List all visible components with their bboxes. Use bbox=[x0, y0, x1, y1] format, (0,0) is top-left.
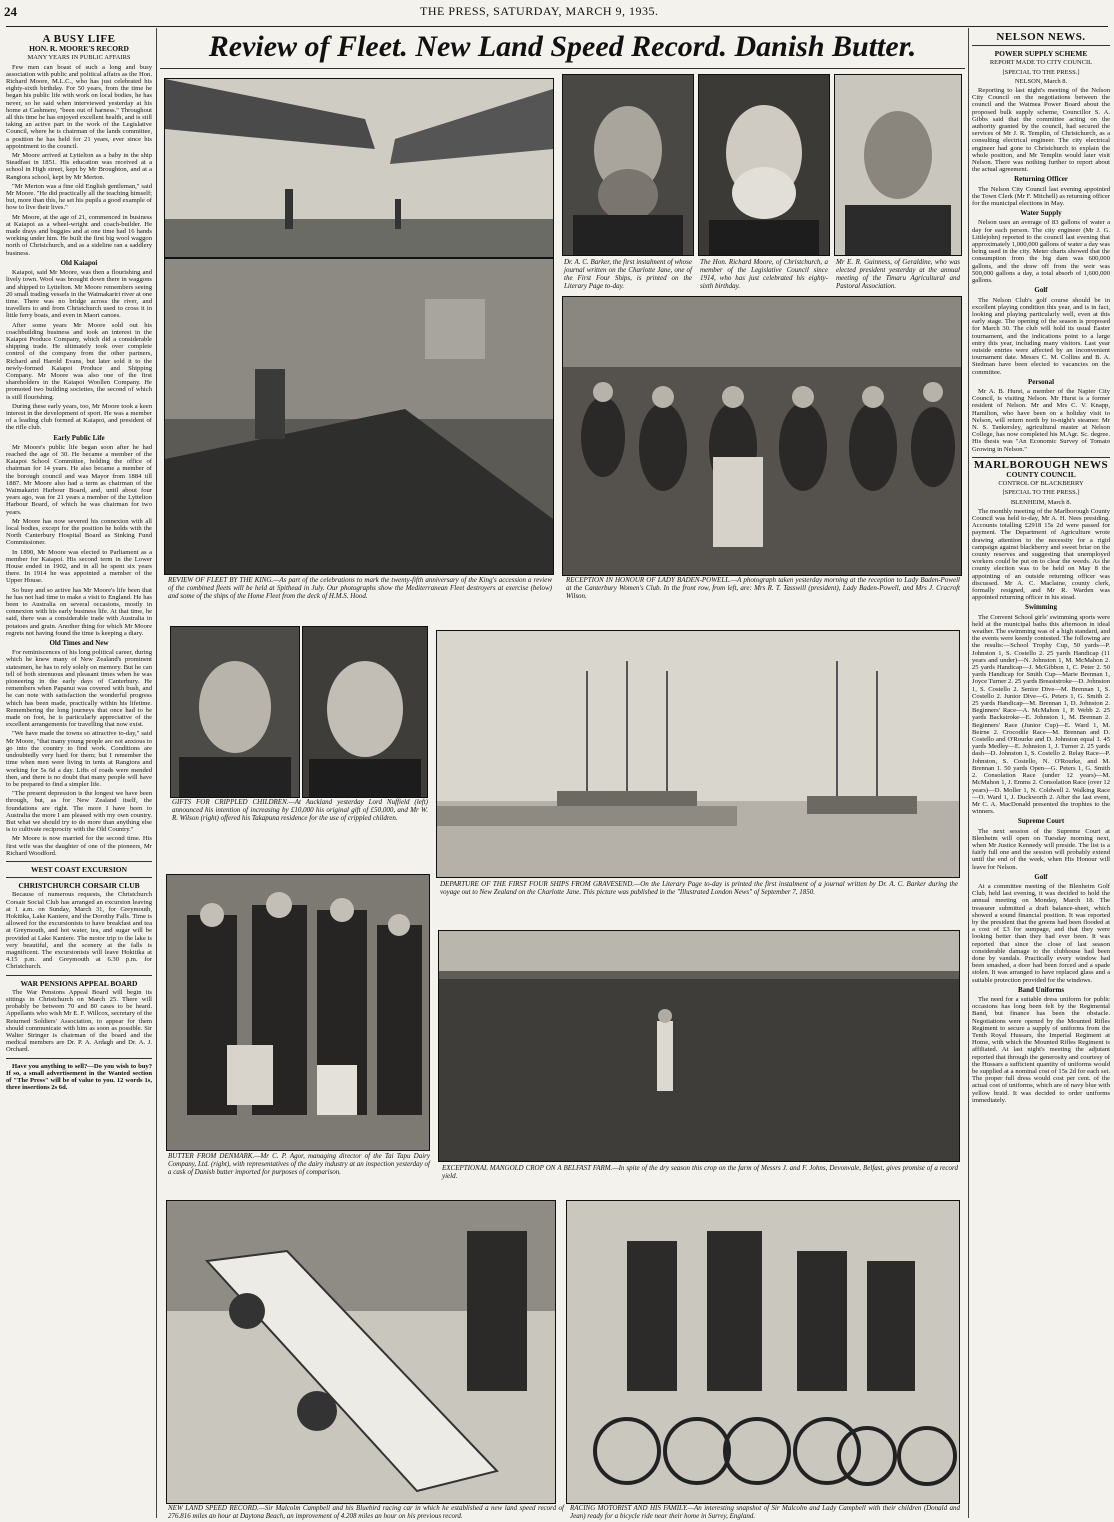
paragraph: Reporting to last night's meeting of the Nelson City Council on the negotiations between the council and the Waimea Power Board about the proposed bulk supply scheme, Councillor S. A. Gibbs said that the committee acting on the authority granted by the council, had secured the services of Mr J. R. Templin, of Christchurch, as a consulting electrical engineer. The city electrical engineer had gone to Christchurch to explain the whole position, and Mr Templin would later visit Nelson. There was nothing further to report about the actual agreement. bbox=[972, 87, 1110, 174]
article-title: A BUSY LIFE bbox=[42, 34, 116, 45]
article-subhead: MANY YEARS IN PUBLIC AFFAIRS bbox=[27, 54, 131, 62]
section-heading: Old Kaiapoi bbox=[60, 258, 98, 267]
photo-portrait-moore bbox=[698, 74, 830, 256]
caption-gifts: GIFTS FOR CRIPPLED CHILDREN.—At Auckland yesterday Lord Nuffield (left) announced his intention of increasing by £10,000 his original gift of £50,000, and Mr W. R. Wilson (right) offered his Takapuna residence for the use of crippled children. bbox=[172, 798, 428, 822]
left-column bbox=[6, 34, 152, 1514]
divider bbox=[6, 877, 152, 878]
dateline: NELSON, March 8. bbox=[1014, 77, 1068, 85]
article-subtitle: CHRISTCHURCH CORSAIR CLUB bbox=[18, 881, 140, 891]
caption-departure: DEPARTURE OF THE FIRST FOUR SHIPS FROM GRAVESEND.—On the Literary Page to-day is printed the first instalment of a journal written by Dr. A. C. Barker during the voyage out to New Zealand on the Charlotte Jane. This picture was published in the "Illustrated London News" of September 7, 1850. bbox=[440, 880, 958, 896]
section-heading: Supreme Court bbox=[1017, 817, 1065, 826]
page-number: 24 bbox=[4, 4, 17, 19]
caption-campbell-family: RACING MOTORIST AND HIS FAMILY.—An interesting snapshot of Sir Malcolm and Lady Campbell with their children (Donald and Jean) ready for a bicycle ride near their home in Surrey, England. bbox=[570, 1504, 960, 1520]
caption-mangold: EXCEPTIONAL MANGOLD CROP ON A BELFAST FARM.—In spite of the dry season this crop on the farm of Messrs J. and F. Johns, Devonvale, Belfast, gives promise of a record yield. bbox=[442, 1164, 958, 1180]
special-tag: [SPECIAL TO THE PRESS.] bbox=[1002, 68, 1080, 76]
section-heading: Band Uniforms bbox=[1017, 985, 1065, 994]
paragraph: Nelson uses an average of 83 gallons of water a day for each person. The city engineer (Mr J. G. Littlejohn) reported to the council last evening that approximately 1,000,000 gallons of water a day was being used in the city. Meter charts showed that the consumption from the big dam was 600,000 gallons, and the draw off from the weir was 500,000 gallons a day, a total absorb of 1,600,000 gallons. bbox=[972, 219, 1110, 285]
section-heading: Water Supply bbox=[1020, 209, 1062, 218]
divider bbox=[6, 1058, 152, 1059]
paragraph: Because of numerous requests, the Christchurch Corsair Social Club has arranged an excursion leaving at 1 a.m. on Sunday, March 31, for Greymouth, Hokitika, Lake Kaniere, and the Dorothy Falls. Time is allowed for the excursionists to have breakfast and tea at Greymouth, and hot water, tea, and sugar will be provided at Lake Kaniere. The motor trip to the lake is very beautiful, and the scenery at the falls is magnificent. The excursionists will leave Hokitika at 4.15 p.m. and Greymouth at 6.30 p.m. for Christchurch. bbox=[6, 891, 152, 971]
photo-portrait-barker bbox=[562, 74, 694, 256]
article-title: WEST COAST EXCURSION bbox=[30, 864, 127, 874]
paragraph: Kaiapoi, said Mr Moore, was then a flourishing and lively town. Wool was brought down there in waggons and shipped to Lyttelton. Mr Moore remembers seeing 20 small trading vessels in the Waimakariri river at one time. There was no bridge across the river, and travellers to and from Christchurch used to cross it in little ferry boats, and even in Maori canoes. bbox=[6, 269, 152, 320]
column-divider-left bbox=[156, 28, 157, 1518]
paragraph: "Mr Merton was a fine old English gentleman," said Mr Moore. "He did practically all the teaching himself; but, more than this, he set his pupils a good example of how to live their lives." bbox=[6, 182, 152, 212]
photo-campbell-family bbox=[566, 1200, 960, 1504]
paragraph: After some years Mr Moore sold out his coachbuilding business and took an interest in the Kaiapoi Produce Company, which did a considerable shipping trade. He ultimately took over complete control of the company from the other partners, Richard and Harold Evans, but later sold it to the newly-formed Kaiapoi Produce and Shipping Company. Mr Moore was also one of the first shareholders in the Kaiapoi Woollen Company. He promoted two building societies, the second of which is still flourishing. bbox=[6, 321, 152, 401]
photo-bluebird-car bbox=[166, 1200, 556, 1504]
caption-speed-record: NEW LAND SPEED RECORD.—Sir Malcolm Campbell and his Bluebird racing car in which he established a new land speed record of 276.816 miles an hour at Daytona Beach, an improvement of 4.208 miles an hour on his previous record. bbox=[168, 1504, 564, 1520]
article-subhead: REPORT MADE TO CITY COUNCIL bbox=[989, 59, 1093, 67]
paragraph: "The present depression is the longest we have been through, but, as for New Zealand itself, the foundations are right. The more I have been to Australia the more I am pleased with my own country. But what we should try to do more than anything else is to cultivate reciprocity with the Old Country." bbox=[6, 790, 152, 834]
section-heading: Swimming bbox=[1025, 603, 1057, 612]
photo-butter-denmark bbox=[166, 874, 430, 1151]
paragraph: Mr Moore's public life began soon after he had reached the age of 30. He became a member of the Kaiapoi School Committee, holding the office of chairman for 14 years. He also became a member of the borough council and was Mayor from 1884 till 1887. Mr Moore also had a term as chairman of the Waimakariri Harbour Board, and, until about four years ago, was for 21 years a member of the Lyttelton Harbour Board, of which he was chairman for two years. bbox=[6, 443, 152, 516]
article-subtitle: POWER SUPPLY SCHEME bbox=[994, 49, 1088, 59]
paragraph: For reminiscences of his long political career, during which he knew many of New Zealand's prominent statesmen, he has to rely solely on memory. But he can tell of both strenuous and pleasant times when he was pioneering in the early days of Canterbury. He remembers when Papanui was covered with bush, and he can note with satisfaction the wonderful progress which has been made, practically within his lifetime. Remembering the long journeys that once had to be made on foot, he is particularly appreciative of the excellent arrangements for travelling that now exist. bbox=[6, 649, 152, 729]
photo-portrait-nuffield bbox=[170, 626, 300, 798]
divider bbox=[972, 45, 1110, 46]
column-divider-right bbox=[968, 28, 969, 1518]
paragraph: "We have made the towns so attractive to-day," said Mr Moore, "that many young people are not anxious to go into the country to find work. Conditions are undoubtedly very hard for them; but I remember the time when men were living in tents at Rangiora and working for 5s 6d a day. Lifts of roads were mended then, and there is no doubt that many people will have to be prepared to find a simpler life. bbox=[6, 730, 152, 788]
paragraph: Mr Moore has now severed his connexion with all local bodies, except for the position he holds with the North Canterbury Hospital Board as Sinking Fund Commissioner. bbox=[6, 517, 152, 547]
caption-guinness: Mr E. R. Guinness, of Geraldine, who was elected president yesterday at the annual meeting of the Timaru Agricultural and Pastoral Association. bbox=[836, 258, 960, 290]
paragraph: The next session of the Supreme Court at Blenheim will open on Tuesday morning next, when Mr Justice Kennedy will preside. The list is a fairly full one and the session will probably extend until the end of the week, when His Honour will leave for Nelson. bbox=[972, 827, 1110, 871]
special-tag: [SPECIAL TO THE PRESS.] bbox=[1002, 489, 1080, 497]
section-heading: Early Public Life bbox=[53, 433, 105, 442]
article-title: MARLBOROUGH NEWS bbox=[973, 458, 1109, 471]
section-heading: Golf bbox=[1034, 286, 1048, 295]
section-heading: Old Times and New bbox=[49, 639, 109, 648]
photo-portrait-guinness bbox=[834, 74, 962, 256]
article-title: WAR PENSIONS APPEAL BOARD bbox=[20, 978, 138, 988]
article-subhead: CONTROL OF BLACKBERRY bbox=[998, 480, 1084, 488]
paragraph: During these early years, too, Mr Moore took a keen interest in the development of sport. He was a member of a leading club formed at Kaiapoi, and president of the rifle club. bbox=[6, 402, 152, 432]
paragraph: In 1890, Mr Moore was elected to Parliament as a member for Kaiapoi. His second term in the Lower House ended in 1902, and in all he spent six years there. In 1914 he was appointed a member of the Upper House. bbox=[6, 548, 152, 585]
paragraph: So busy and so active has Mr Moore's life been that he has not had time to make a visit to England. He has been to Australia on several occasions, mostly in connexion with his early business life. At that time, he said, there was a considerable trade with Australia in potatoes and grain. Another thing for which Mr Moore regrets not having found the time is keeping a diary. bbox=[6, 586, 152, 637]
dateline: BLENHEIM, March 8. bbox=[1010, 498, 1072, 506]
paragraph: The Nelson Club's golf course should be in excellent playing condition this year, and is in fact, looking and playing particularly well, even at this early stage. The opening of the season is proposed for March 30. The club will hold its usual Easter tournament, and the indications point to a large entry this year, including many visitors. Last year outside entries were affected by an inconvenient tournament date. Messrs C. M. Collins and B. A. Stedman have been elected to vacancies on the committee. bbox=[972, 296, 1110, 376]
caption-barker: Dr. A. C. Barker, the first instalment of whose journal written on the Charlotte Jane, one of the First Four Ships, is printed on the Literary Page to-day. bbox=[564, 258, 692, 290]
caption-moore: The Hon. Richard Moore, of Christchurch, a member of the Legislative Council since 1914, who has just celebrated his eighty-sixth birthday. bbox=[700, 258, 828, 290]
classified-advert: Have you anything to sell?—Do you wish to buy? If so, a small advertisement in the Wanted section of "The Press" will be of value to you. 12 words 1s, three insertions 2s 6d. bbox=[6, 1062, 152, 1092]
right-column bbox=[972, 32, 1110, 1518]
paragraph: The War Pensions Appeal Board will begin its sittings in Christchurch on March 25. There will probably be between 70 and 80 cases to be heard. Appellants who wish Mr E. F. Willcox, secretary of the Returned Soldiers' Association, to appear for them should communicate with him as soon as possible. Sir Walter Stringer is chairman of the board and the medical members are Dr. P. A. Ardagh and Dr. A. J. Orchard. bbox=[6, 988, 152, 1054]
divider bbox=[972, 457, 1110, 458]
paragraph: Mr A. B. Hurst, a member of the Napier City Council, is visiting Nelson. Mr Hurst is a former resident of Nelson. Mr and Mrs C. V. Knapp, Hamilton, who have been on a holiday visit to Nelson, will return north by to-night's steamer. Mr N. S. Tankersley, agricultural master at Nelson College, has now completed his M.Agr. Sc. degree. His thesis was "An Economic Survey of Tomato Growing in Nelson." bbox=[972, 387, 1110, 453]
divider bbox=[6, 861, 152, 862]
paragraph: The Convent School girls' swimming sports were held at the municipal baths this afternoon in ideal weather. The swimming was of a high standard, and the events were keenly contested. The following are the results:—School Trophy Cup, 50 yards—P. Johnston 1, S. Costello 2. 25 yards Handicap (11 years and under)—N. Johnston 1, M. McMahon 2. 25 yards Handicap—J. McGibbon 1, C. Peter 2. 50 yards Handicap for Smith Cup—Marie Brennan 1, Joyce Turner 2. 25 yards Breaststroke—D. Johnston 1, S. Costello 2. Senior Dive—M. Brennan 1, S. Costello 2. Junior Dive—G. Peters 1, G. Smith 2. 25 yards Handicap—M. Brennan 1, D. Johnston 2. Beginners' Race—A. McMahon 1, P. Webb 2. 25 yards Backstroke—E. Johnston 1, M. Brennan 2. Beginners' Race (Junior Cup)—E. Ward 1, M. Beirne 2. Crocodile Race—M. Brennan and D. Costello and O'Rourke and D. Johnston equal 1. 45 yards Medley—E. Johnston 1, J. Turner 2. 25 yards dash—D. Johnston 1, S. Costello 2. Relay Race—P. Johnston, S. Costello, N. O'Rourke, and M. Brennan 1. 50 yards Open—G. Peters 1, G. Smith 2. Consolation Race (under 12 years)—M. McMahon 1, J. Emms 2. Consolation Race (over 12 years)—D. Moller 1, N. Coldwell 2. Walking Race—O. Ward 1, J. Duckworth 2. After the last event, Mr C. A. MacDonald presented the trophies to the winners. bbox=[972, 613, 1110, 816]
masthead: THE PRESS, SATURDAY, MARCH 9, 1935. bbox=[420, 4, 659, 18]
paragraph: Mr Moore, at the age of 21, commenced in business at Kaiapoi as a wheel-wright and coach-builder. He made drays and buggies and at one time had 16 hands working under him. He built the first big wool waggon north of Christchurch, and as a sideline ran a saddlery business. bbox=[6, 213, 152, 257]
article-subtitle: HON. R. MOORE'S RECORD bbox=[29, 44, 129, 54]
divider bbox=[6, 975, 152, 976]
banner-headline: Review of Fleet. New Land Speed Record. Danish Butter. bbox=[160, 30, 965, 69]
paragraph: The need for a suitable dress uniform for public occasions has long been felt by the Regimental Band, but finance has been the obstacle. Negotiations were opened by the Mounted Rifles Regiment to secure a supply of uniforms from the Tenth Royal Hussars, the Imperial Regiment at Home, with which the Mounted Rifles Regiment is affiliated. At last night's meeting the adjutant reported that through the generosity and courtesy of the Hussars a sufficient quantity of uniforms would be supplied at a nominal cost of 15s 2d for each set. The proper full dress would cost per cent. of the actual cost of uniforms, which are of navy blue with yellow braid. It was decided to order uniforms immediately. bbox=[972, 995, 1110, 1104]
paragraph: At a committee meeting of the Blenheim Golf Club, held last evening, it was decided to hold the annual meeting on Monday, March 18. The treasurer submitted a draft balance-sheet, which showed a sound financial position. It was reported by the president that the greens had been flooded at a cost of £3 for sumpage, and that they were looking better than they had ever been. It was reported that since the close of last season considerable damage to the clubhouse had been done by vandals. Practically every window had been smashed, a door had been forced and a spade stolen. It was arranged to have replaced glass and a suitable protection provided for the windows. bbox=[972, 882, 1110, 984]
section-heading: Golf bbox=[1034, 872, 1048, 881]
section-heading: Returning Officer bbox=[1014, 175, 1068, 184]
paragraph: Mr Moore arrived at Lyttelton as a baby in the ship Steadfast in 1851. His education was received at a school in High street, kept by Mr Broughton, and at a Rangiora school, kept by Mr Merton. bbox=[6, 152, 152, 181]
caption-reception: RECEPTION IN HONOUR OF LADY BADEN-POWELL.—A photograph taken yesterday morning at the reception to Lady Baden-Powell at the Canterbury Women's Club. In the front row, from left, are: Mrs R. T. Tasswill (president), Lady Baden-Powell, and Mrs J. Cracroft Wilson. bbox=[566, 576, 960, 600]
section-heading: Personal bbox=[1027, 377, 1055, 386]
paragraph: Mr Moore is now married for the second time. His first wife was the daughter of one of the pioneers, Mr Richard Woodford. bbox=[6, 835, 152, 857]
photo-fleet-destroyers bbox=[164, 258, 554, 575]
article-title: NELSON NEWS. bbox=[996, 32, 1086, 43]
caption-butter: BUTTER FROM DENMARK.—Mr C. P. Agor, managing director of the Tai Tapu Dairy Company, Ltd. (right), with representatives of the dairy industry at an inspection yesterday of a cask of Danish butter imported for purposes of comparison. bbox=[168, 1152, 430, 1176]
photo-mangold-crop bbox=[438, 930, 960, 1162]
article-subtitle: COUNTY COUNCIL bbox=[1006, 469, 1076, 479]
photo-fleet-guns bbox=[164, 78, 554, 258]
paragraph: The Nelson City Council last evening appointed the Town Clerk (Mr F. Mitchell) as returning officer for the municipal elections in May. bbox=[972, 185, 1110, 208]
caption-fleet: REVIEW OF FLEET BY THE KING.—As part of the celebrations to mark the twenty-fifth anniversary of the King's accession a review of the combined fleets will be held at Spithead in July. Our photographs show the Mediterranean Fleet destroyers at exercise (below) and some of the ships of the Home Fleet from the deck of H.M.S. Hood. bbox=[168, 576, 552, 600]
paragraph: Few men can boast of such a long and busy association with public and political affairs as the Hon. Richard Moore, M.L.C., who has just celebrated his eighty-sixth birthday. For 50 years, from the time he began his public life with work on local bodies, he has never, so he said when interviewed yesterday at his home at Cashmere, "been out of harness." Throughout all this time he has enjoyed excellent health, and is still taking an active part in the work of the Legislative Council, where he is chairman of the lands committee, a position he has held for 21 years, ever since his appointment to the council. bbox=[6, 63, 152, 150]
photo-departure-ships bbox=[436, 630, 960, 878]
photo-portrait-wilson bbox=[302, 626, 428, 798]
paragraph: The monthly meeting of the Marlborough County Council was held to-day, Mr A. H. Nees presiding. Accounts totalling £2918 15s 2d were passed for payment. The Department of Agriculture wrote drawing attention to the necessity for a rigid campaign against blackberry and sweet briar on the county reserves and suggesting that unemployed workers could be put on to clear the weeds. As the county election was to be held on May 8 the appointing of an outside returning officer was discussed. Mr A. C. Maclaine, county clerk, formally resigned, and Mr R. Warden was appointed returning officer in his stead. bbox=[972, 507, 1110, 602]
photo-reception bbox=[562, 296, 962, 576]
